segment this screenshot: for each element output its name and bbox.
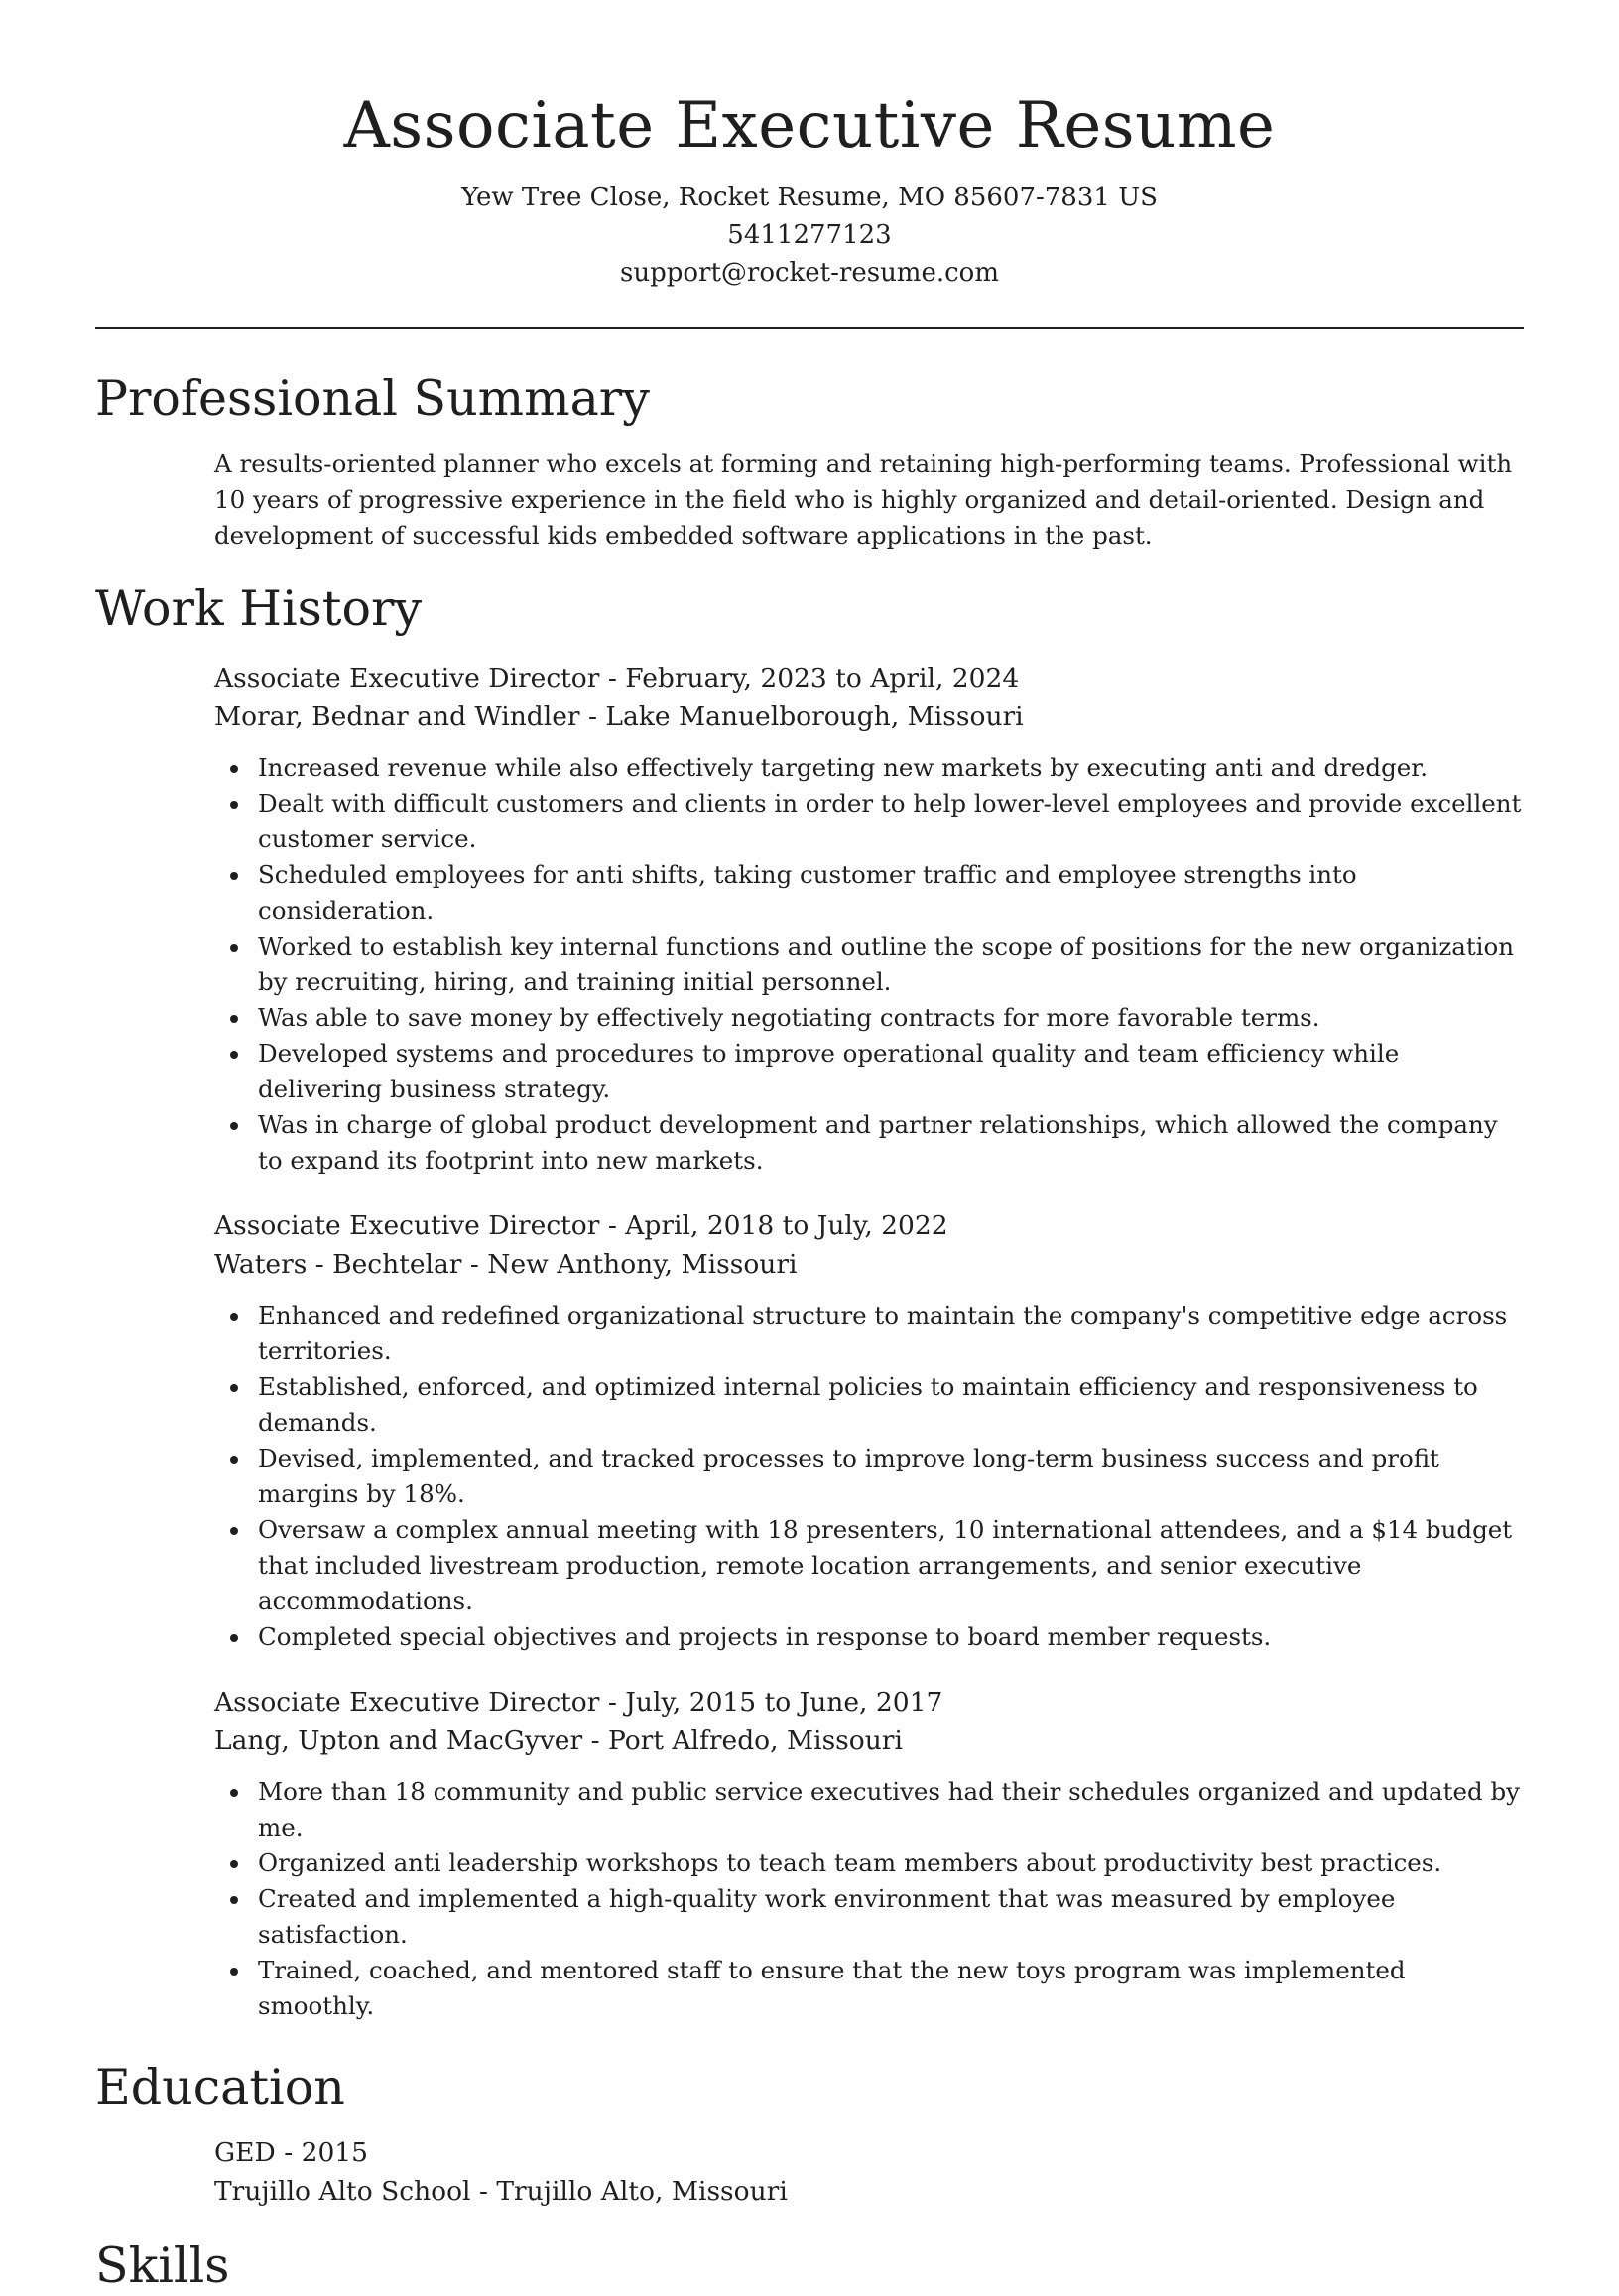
job-bullet: Created and implemented a high-quality work environment that was measured by employee satisfaction. <box>214 1881 1524 1953</box>
contact-block <box>95 179 1524 292</box>
job-title: Associate Executive Director <box>214 1211 600 1241</box>
job-location: Lake Manuelborough, Missouri <box>605 702 1024 732</box>
education-degree: GED <box>214 2137 276 2168</box>
job-company-line: Waters - Bechtelar - New Anthony, Missouri <box>214 1249 798 1280</box>
resume-page <box>95 0 1524 2296</box>
job-company-line: Morar, Bednar and Windler - Lake Manuelborough, Missouri <box>214 702 1024 732</box>
job-location: Port Alfredo, Missouri <box>607 1725 903 1756</box>
education-year: 2015 <box>301 2137 369 2168</box>
education-section <box>214 2133 1524 2211</box>
job-bullets <box>214 1298 1524 1655</box>
resume-header <box>95 0 1524 292</box>
job-dates: July, 2015 to June, 2017 <box>625 1687 943 1718</box>
job-bullet: Scheduled employees for anti shifts, taking customer traffic and employee strengths into consideration. <box>214 857 1524 929</box>
job-bullet: Established, enforced, and optimized internal policies to maintain efficiency and responsiveness to demands. <box>214 1369 1524 1441</box>
summary-heading: Professional Summary <box>95 370 650 427</box>
job-bullet: Dealt with difficult customers and clients in order to help lower-level employees and provide excellent customer service. <box>214 786 1524 857</box>
job-entry <box>214 1683 1524 2024</box>
education-school-line: Trujillo Alto School - Trujillo Alto, Missouri <box>214 2176 788 2207</box>
job-title: Associate Executive Director <box>214 1687 600 1718</box>
job-entry <box>214 659 1524 1179</box>
job-title-line: Associate Executive Director - February, 2023 to April, 2024 <box>214 663 1020 694</box>
resume-title: Associate Executive Resume <box>343 89 1276 163</box>
education-degree-line: GED - 2015 <box>214 2137 369 2168</box>
education-location: Trujillo Alto, Missouri <box>496 2176 788 2207</box>
job-bullet: Completed special objectives and projects in response to board member requests. <box>214 1619 1524 1655</box>
job-bullet: Enhanced and redefined organizational structure to maintain the company's competitive edge across territories. <box>214 1298 1524 1369</box>
job-bullet: Trained, coached, and mentored staff to ensure that the new toys program was implemented smoothly. <box>214 1953 1524 2024</box>
work-history-section <box>214 659 1524 2024</box>
job-bullet: Increased revenue while also effectively targeting new markets by executing anti and dredger. <box>214 750 1524 786</box>
job-company: Waters - Bechtelar <box>214 1249 462 1280</box>
job-bullet: Devised, implemented, and tracked processes to improve long-term business success and profit margins by 18%. <box>214 1441 1524 1512</box>
job-bullets <box>214 1774 1524 2024</box>
job-bullet: Developed systems and procedures to improve operational quality and team efficiency while delivering business strategy. <box>214 1036 1524 1107</box>
skills-heading: Skills <box>95 2237 230 2294</box>
education-heading: Education <box>95 2059 345 2115</box>
contact-email: support@rocket-resume.com <box>619 258 999 288</box>
job-title: Associate Executive Director <box>214 663 600 694</box>
job-title-line: Associate Executive Director - July, 2015 to June, 2017 <box>214 1687 943 1718</box>
header-divider <box>95 327 1524 329</box>
job-bullet: Was able to save money by effectively negotiating contracts for more favorable terms. <box>214 1000 1524 1036</box>
summary-section <box>214 446 1524 554</box>
job-location: New Anthony, Missouri <box>487 1249 798 1280</box>
job-bullet: Worked to establish key internal functions and outline the scope of positions for the new organization by recruiting, hiring, and training initial personnel. <box>214 929 1524 1000</box>
job-bullet: Was in charge of global product development and partner relationships, which allowed the company to expand its footprint into new markets. <box>214 1107 1524 1179</box>
contact-address: Yew Tree Close, Rocket Resume, MO 85607-7831 US <box>461 183 1158 212</box>
summary-text: A results-oriented planner who excels at forming and retaining high-performing teams. Professional with 10 years of progressive experience in the field who is highly organized and detail-oriented. Design and development of successful kids embedded software applications in the past. <box>214 449 1513 550</box>
contact-phone: 5411277123 <box>727 220 892 250</box>
job-bullet: Organized anti leadership workshops to teach team members about productivity best practices. <box>214 1846 1524 1881</box>
job-dates: April, 2018 to July, 2022 <box>625 1211 948 1241</box>
education-school: Trujillo Alto School <box>214 2176 471 2207</box>
job-dates: February, 2023 to April, 2024 <box>625 663 1020 694</box>
job-bullet: Oversaw a complex annual meeting with 18 presenters, 10 international attendees, and a $14 budget that included livestream production, remote location arrangements, and senior executive accommodations. <box>214 1512 1524 1619</box>
job-bullet: More than 18 community and public service executives had their schedules organized and updated by me. <box>214 1774 1524 1846</box>
job-company: Morar, Bednar and Windler <box>214 702 580 732</box>
work-history-heading: Work History <box>95 580 423 637</box>
job-entry <box>214 1207 1524 1655</box>
job-title-line: Associate Executive Director - April, 2018 to July, 2022 <box>214 1211 948 1241</box>
job-company-line: Lang, Upton and MacGyver - Port Alfredo, Missouri <box>214 1725 903 1756</box>
job-company: Lang, Upton and MacGyver <box>214 1725 583 1756</box>
job-bullets <box>214 750 1524 1179</box>
